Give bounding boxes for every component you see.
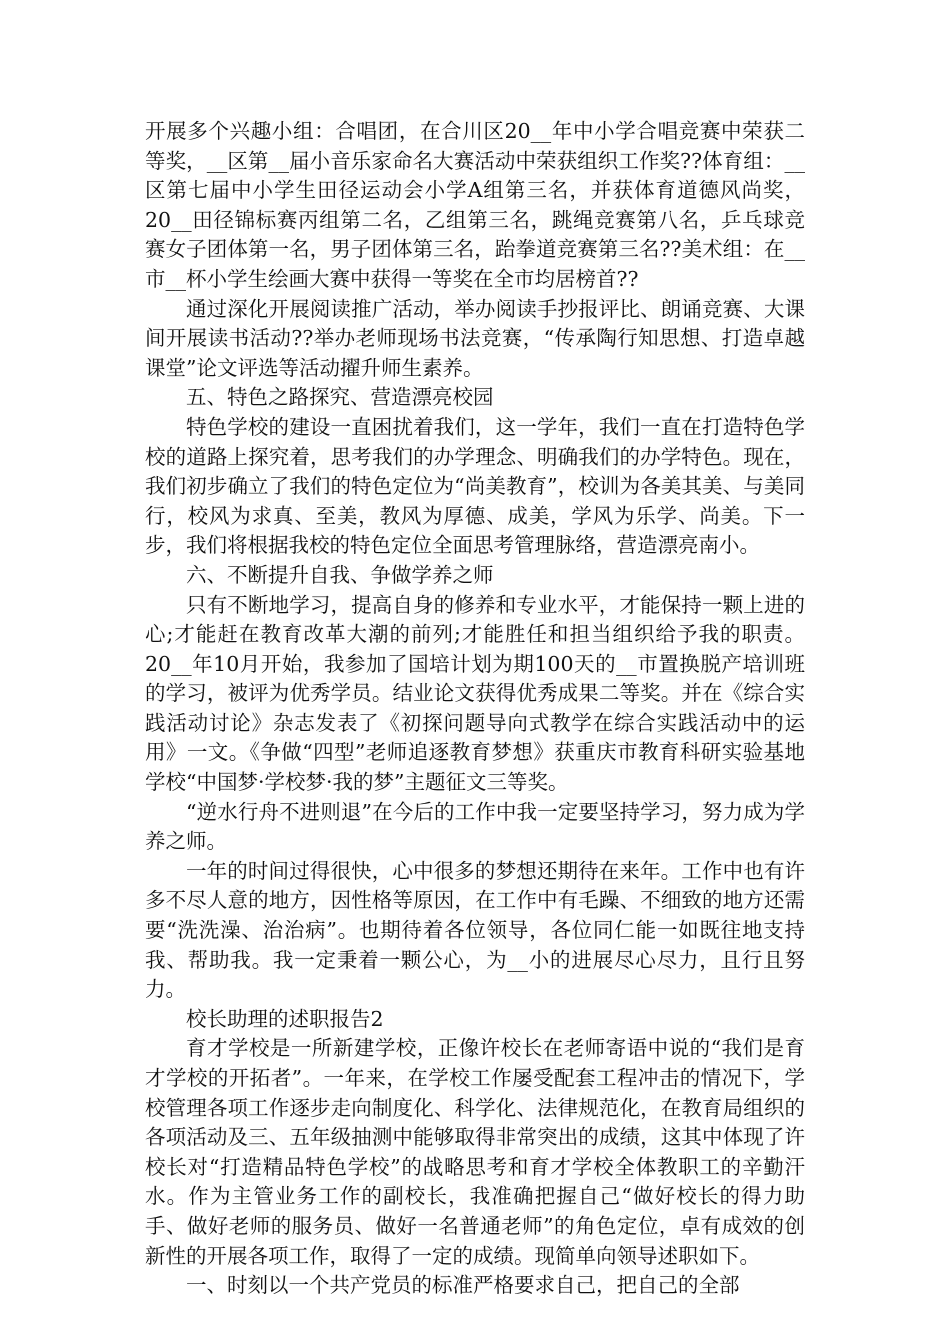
paragraph-party-member-standard: 一、时刻以一个共产党员的标准严格要求自己，把自己的全部 <box>186 1273 740 1298</box>
paragraph-yucai-school: 育才学校是一所新建学校，正像许校长在老师寄语中说的“我们是育才学校的开拓者”。一年来，在学校工作屡受配套工程冲击的情况下，学校管理各项工作逐步走向制度化、科学化、法律规范化，在教育局组织的各项活动及三、五年级抽测中能够取得非常突出的成绩，这其中体现了许校长对“打造精品特色学校”的战略思考和育才学校全体教职工的辛勤汗水。作为主管业务工作的副校长，我准确把握自己“做好校长的得力助手、做好老师的服务员、做好一名普通老师”的角色定位，卓有成效的创新性的开展各项工作，取得了一定的成绩。现简单向领导述职如下。 <box>145 1036 805 1268</box>
section-heading-five: 五、特色之路探究、营造漂亮校园 <box>186 385 494 410</box>
paragraph-school-characteristics: 特色学校的建设一直困扰着我们，这一学年，我们一直在打造特色学校的道路上探究着，思考我们的办学理念、明确我们的办学特色。现在，我们初步确立了我们的特色定位为“尚美教育”，校训为各美其美、与美同行，校风为求真、至美，教风为厚德、成美，学风为乐学、尚美。下一步，我们将根据我校的特色定位全面思考管理脉络，营造漂亮南小。 <box>145 414 805 558</box>
section-heading-six: 六、不断提升自我、争做学养之师 <box>186 562 494 587</box>
paragraph-interest-groups: 开展多个兴趣小组：合唱团，在合川区20__年中小学合唱竞赛中荣获二等奖，__区第__届小音乐家命名大赛活动中荣获组织工作奖??体育组：__区第七届中小学生田径运动会小学A组第三名，并获体育道德风尚奖，20__田径锦标赛丙组第二名，乙组第三名，跳绳竞赛第八名，乒乓球竞赛女子团体第一名，男子团体第三名，跆拳道竞赛第三名??美术组：在__市__杯小学生绘画大赛中获得一等奖在全市均居榜首?? <box>145 119 805 291</box>
report-title-2: 校长助理的述职报告2 <box>186 1006 384 1031</box>
paragraph-keep-learning: “逆水行舟不进则退”在今后的工作中我一定要坚持学习，努力成为学养之师。 <box>145 799 805 854</box>
paragraph-year-summary: 一年的时间过得很快，心中很多的梦想还期待在来年。工作中也有许多不尽人意的地方，因性格等原因，在工作中有毛躁、不细致的地方还需要“洗洗澡、治治病”。也期待着各位领导，各位同仁能一如既往地支持我、帮助我。我一定秉着一颗公心，为__小的进展尽心尽力，且行且努力。 <box>145 858 805 1002</box>
document-page <box>145 117 805 1301</box>
paragraph-reading-promotion: 通过深化开展阅读推广活动，举办阅读手抄报评比、朗诵竞赛、大课间开展读书活动??举办老师现场书法竞赛，“传承陶行知思想、打造卓越课堂”论文评选等活动擢升师生素养。 <box>145 296 805 380</box>
paragraph-self-improvement: 只有不断地学习，提高自身的修养和专业水平，才能保持一颗上进的心;才能赶在教育改革大潮的前列;才能胜任和担当组织给予我的职责。20__年10月开始，我参加了国培计划为期100天的__市置换脱产培训班的学习，被评为优秀学员。结业论文获得优秀成果二等奖。并在《综合实践活动讨论》杂志发表了《初探问题导向式教学在综合实践活动中的运用》一文。《争做“四型”老师追逐教育梦想》获重庆市教育科研实验基地学校“中国梦·学校梦·我的梦”主题征文三等奖。 <box>145 592 805 795</box>
